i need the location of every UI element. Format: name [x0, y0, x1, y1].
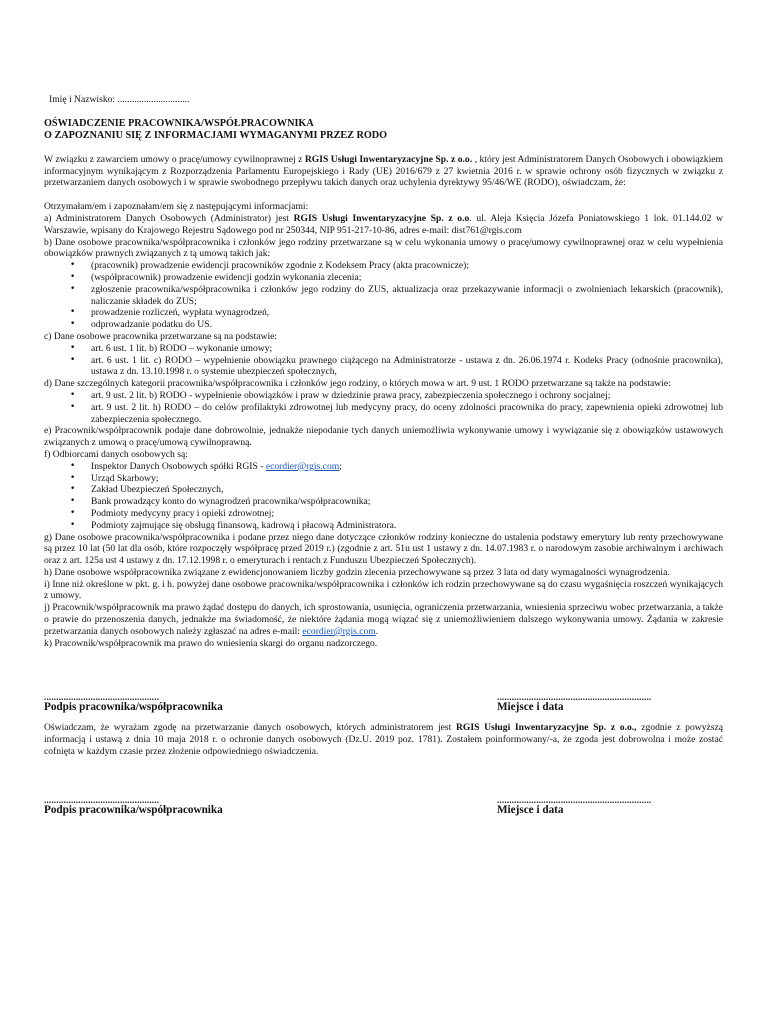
section-h: h) Dane osobowe współpracownika związane z ewidencjonowaniem liczby godzin zlecenia przechowywane są przez 3 lata od daty wymagalności wynagrodzenia.: [44, 566, 670, 578]
document-title-line1: OŚWIADCZENIE PRACOWNIKA/WSPÓŁPRACOWNIKA: [44, 117, 314, 129]
consent-paragraph: [44, 722, 723, 757]
rights-email-link[interactable]: ecordier@rgis.com: [302, 625, 376, 637]
section-d-list: [44, 390, 723, 425]
document-page: [44, 94, 723, 817]
list-item: • prowadzenie rozliczeń, wypłata wynagrodzeń,: [44, 307, 723, 319]
section-j: [44, 602, 723, 637]
name-dots: ..............................: [117, 94, 190, 105]
consent-pre: Oświadczam, że wyrażam zgodę na przetwarzanie danych osobowych, których administratorem jest: [44, 722, 456, 734]
section-b-list: [44, 260, 723, 331]
consent-post: zgodnie z powyższą informacją i ustawą z dnia 10 maja 2018 r. o ochronie danych osobowych (Dz.U. 2019 poz. 1781). Zostałem poinformowany/-a, że zgoda jest dobrowolna i może zostać cofnięta w każdym czasie przez złożenie odpowiedniego oświadczenia.: [44, 722, 723, 758]
section-k: k) Pracownik/współpracownik ma prawo do wniesienia skargi do organu nadzorczego.: [44, 637, 378, 649]
intro-paragraph: [44, 154, 723, 189]
section-j-post: .: [375, 625, 379, 637]
list-item: • Podmioty zajmujące się obsługą finansową, kadrową i płacową Administratora.: [44, 520, 723, 532]
signature-block-2: [44, 796, 723, 817]
list-item: • Zakład Ubezpieczeń Społecznych,: [44, 484, 723, 496]
section-g: g) Dane osobowe pracownika/współpracownika i podane przez niego dane dotyczące członków rodziny konieczne do ustalenia podstawy emerytury lub renty przechowywane są przez 10 lat (50 lat dla osób, które rozpoczęły współpracę przed 2019 r.) (zgodnie z art. 51u ust 1 ustawy z dn. 14.07.1983 r. o narodowym zasobie archiwalnym i archiwach oraz z art. 125a ust 4 ustawy z dn. 17.12.1998 r. o emeryturach i rentach z Funduszu Ubezpieczeń Społecznych).: [44, 531, 723, 567]
f-item1-pre: Inspektor Danych Osobowych spółki RGIS -: [91, 460, 266, 472]
name-label: Imię i Nazwisko:: [49, 94, 116, 105]
list-item: • Urząd Skarbowy;: [44, 473, 723, 485]
list-item: • Bank prowadzący konto do wynagrodzeń pracownika/współpracownika;: [44, 496, 723, 508]
signature-label: Podpis pracownika/współpracownika: [44, 803, 223, 816]
list-item: • Podmioty medycyny pracy i opieki zdrowotnej;: [44, 508, 723, 520]
list-item: • art. 9 ust. 2 lit. b) RODO - wypełnienie obowiązków i praw w dziedzinie prawa pracy, zabezpieczenia społecznego i ochrony socjalnej;: [44, 390, 723, 402]
signature-dots[interactable]: ...............................................: [44, 693, 160, 702]
list-item: • (pracownik) prowadzenie ewidencji pracowników zgodnie z Kodeksem Pracy (akta pracownicze);: [44, 260, 723, 272]
list-item: • (współpracownik) prowadzenie ewidencji godzin wykonania zlecenia;: [44, 272, 723, 284]
section-b: b) Dane osobowe pracownika/współpracownika i członków jego rodziny przetwarzane są w celu wykonania umowy o pracę/umowy cywilnoprawnej oraz w celu wypełnienia obowiązków prawnych związanych z tą umową takich jak:: [44, 236, 723, 260]
place-date-dots[interactable]: ...............................................................: [497, 693, 652, 702]
signature-label: Podpis pracownika/współpracownika: [44, 701, 223, 714]
place-date-dots[interactable]: ...............................................................: [497, 795, 652, 804]
section-f: f) Odbiorcami danych osobowych są:: [44, 448, 188, 460]
section-c-list: [44, 343, 723, 378]
section-i: i) Inne niż określone w pkt. g. i h. powyżej dane osobowe pracownika/współpracownika i członków ich rodzin przechowywane są do czasu wygaśnięcia roszczeń wynikających z umowy.: [44, 578, 723, 602]
section-d: d) Dane szczególnych kategorii pracownika/współpracownika i członków jego rodziny, o których mowa w art. 9 ust. 1 RODO przetwarzane są także na podstawie:: [44, 378, 671, 390]
intro-pre: W związku z zawarciem umowy o pracę/umowy cywilnoprawnej z: [44, 153, 305, 165]
list-item: • odprowadzanie podatku do US.: [44, 319, 723, 331]
list-item: • art. 6 ust. 1 lit. c) RODO – wypełnienie obowiązku prawnego ciążącego na Administratorze - ustawa z dn. 26.06.1974 r. Kodeks Pracy (odnośnie pracownika), ustawa z dn. 13.10.1998 r. o systemie ubezpieczeń społecznych,: [44, 355, 723, 379]
intro-post: , który jest Administratorem Danych Osobowych i obowiązkiem informacyjnym wynikającym z Rozporządzenia Parlamentu Europejskiego i Rady (UE) 2016/679 z 27 kwietnia 2016 r. w sprawie ochrony osób fizycznych w związku z przetwarzaniem danych osobowych i w sprawie swobodnego przepływu takich danych oraz uchylenia dyrektywy 95/46/WE (RODO), oświadczam, że:: [44, 153, 723, 189]
section-c: c) Dane osobowe pracownika przetwarzane są na podstawie:: [44, 330, 278, 342]
signature-dots[interactable]: ...............................................: [44, 795, 160, 804]
place-date-label: Miejsce i data: [497, 701, 564, 714]
section-j-pre: j) Pracownik/współpracownik ma prawo żądać dostępu do danych, ich sprostowania, usunięcia, ograniczenia przetwarzania, wniesienia sprzeciwu wobec przetwarzania, a także o prawie do przenoszenia danych, jednakże ma świadomość, że niektóre żądania mogą wiązać się z uniemożliwieniem dalszego wykonywania umowy. Żądania w zakresie przetwarzania danych osobowych należy zgłaszać na adres e-mail:: [44, 602, 723, 637]
list-item: [44, 461, 723, 473]
signature-block-1: [44, 693, 723, 714]
list-item: • art. 9 ust. 2 lit. h) RODO – do celów profilaktyki zdrowotnej lub medycyny pracy, do oceny zdolności pracownika do pracy, zapewnienia opieki zdrowotnej lub zabezpieczenia społecznego.: [44, 402, 723, 426]
intro-company: RGIS Usługi Inwentaryzacyjne Sp. z o.o.: [304, 153, 473, 165]
section-a-pre: a) Administratorem Danych Osobowych (Administrator) jest: [44, 212, 294, 224]
ido-email-link[interactable]: ecordier@rgis.com: [265, 460, 340, 472]
section-a-company: RGIS Usługi Inwentaryzacyjne Sp. z o.o: [293, 212, 470, 224]
section-f-list: [44, 461, 723, 532]
list-item: • zgłoszenie pracownika/współpracownika i członków jego rodziny do ZUS, aktualizacja oraz przekazywanie informacji o zwolnieniach lekarskich (pracownik), naliczanie składek do ZUS;: [44, 284, 723, 308]
section-a-post: . ul. Aleja Księcia Józefa Poniatowskiego 1 lok. 01.144.02 w Warszawie, wpisany do Krajowego Rejestru Sądowego pod nr 250344, NIP 951-217-10-86, adres e-mail: dist761@rgis.com: [44, 212, 723, 236]
received-line: Otrzymałam/em i zapoznałam/em się z następującymi informacjami:: [44, 201, 309, 213]
consent-company: RGIS Usługi Inwentaryzacyjne Sp. z o.o.,: [455, 722, 637, 734]
name-line: [44, 94, 723, 106]
list-item: • art. 6 ust. 1 lit. b) RODO – wykonanie umowy;: [44, 343, 723, 355]
document-title-line2: O ZAPOZNANIU SIĘ Z INFORMACJAMI WYMAGANYMI PRZEZ RODO: [44, 129, 388, 141]
f-item1-post: ;: [339, 460, 342, 472]
section-e: e) Pracownik/współpracownik podaje dane dobrowolnie, jednakże niepodanie tych danych uniemożliwia wykonywanie umowy i wywiązanie się z obowiązków ustawowych związanych z umową o pracę/umową cywilnoprawną.: [44, 425, 723, 449]
place-date-label: Miejsce i data: [497, 803, 564, 816]
section-a: [44, 213, 723, 237]
